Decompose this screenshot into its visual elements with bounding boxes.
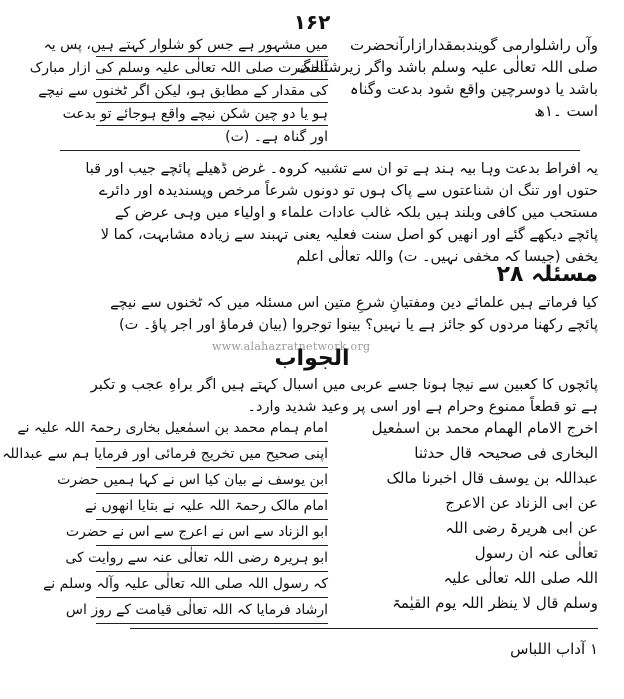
question-paragraph: کیا فرماتے ہیں علمائے دین ومفتیانِ شرعِ متین اس مسئلہ میں کہ ٹخنوں سے نیچے پائچے رکھنا مردوں کو جائز ہے یا نہیں؟ بینوا توجروا (بیان فرماؤ اور اجر پاؤ۔ ت) xyxy=(110,295,598,333)
masala-heading: مسئلہ ۲۸ xyxy=(496,262,598,287)
footnote: ۱ آداب اللباس xyxy=(510,640,598,658)
paragraph-main: یہ افراط بدعت وہا بیہ ہند ہے تو ان سے تشبیہ کروہ۔ غرض ڈھیلے پائچے جیب اور قبا حتوں اور تنگ ان شناعتوں سے پاک ہوں تو دونوں شرعاً مرخص وپسندیدہ اور دائرے مستحب میں کافی وبلند ہیں بلکہ غالب عادات علماء و اولیاء میں وہی عرض کے پائچے دیکھے گئے اور انھیں کو اصل سنت فعلیہ یعنی تہبند سے زیادہ مشابہت، کما لا یخفی (جیسا کہ مخفی نہیں۔ ت) واللہ تعالٰی اعلم xyxy=(85,161,598,265)
top-urdu-translation xyxy=(29,34,328,148)
section-divider xyxy=(60,150,580,151)
answer-paragraph: پائچوں کا کعبین سے نیچا ہونا جسے عربی میں اسبال کہتے ہیں اگر براہِ عجب و تکبر ہے تو قطعاً ممنوع وحرام ہے اور اسی پر وعید شدید وارد۔ xyxy=(90,377,598,415)
translation-line: اور گناہ ہے۔ (ت) xyxy=(225,129,328,145)
arabic-line: وسلم قال لا ینظر اللہ یوم القیٰمۃ xyxy=(392,594,598,612)
hadith-arabic-text xyxy=(334,416,598,616)
page-number: ۱۶۲ xyxy=(293,10,331,34)
arabic-line: عن ابی الزناد عن الاعرج xyxy=(445,494,598,512)
translation-line: میں مشہور ہے جس کو شلوار کہتے ہیں، پس یہ xyxy=(96,34,328,57)
arabic-line: اخرج الامام الھمام محمد بن اسمٰعیل xyxy=(371,419,598,437)
arabic-line: اللہ صلی اللہ تعالٰی علیہ xyxy=(443,569,598,587)
translation-line: اپنی صحیح میں تخریج فرمائی اور فرمایا ہم سے عبداللہ xyxy=(96,442,328,468)
translation-line: ابو الزناد سے اس نے اعرج سے اس نے حضرت xyxy=(96,520,328,546)
arabic-line: وآں راشلوارمی گویندبمقدارازارآنحضرت xyxy=(349,36,598,54)
arabic-line: البخاری فی صحیحہ قال حدثنا xyxy=(414,444,598,462)
footnote-divider xyxy=(130,628,598,629)
answer-heading: الجواب xyxy=(274,346,350,371)
translation-line: کی مقدار کے مطابق ہو، لیکن اگر ٹخنوں سے نیچے xyxy=(96,80,328,103)
arabic-line: عن ابی ھریرۃ رضی اللہ xyxy=(445,519,598,537)
translation-line: ابن یوسف نے بیان کیا اس نے کہا ہمیں حضرت xyxy=(96,468,328,494)
arabic-line: تعالٰی عنہ ان رسول xyxy=(474,544,598,562)
translation-line: امام مالک رحمۃ اللہ علیہ نے بتایا انھوں نے xyxy=(96,494,328,520)
translation-line: آنحضرت صلی اللہ تعالٰی علیہ وسلم کی ازار مبارک xyxy=(96,57,328,80)
translation-line: ارشاد فرمایا کہ اللہ تعالٰی قیامت کے روز اس xyxy=(96,598,328,624)
watermark: www.alahazratnetwork.org xyxy=(212,340,371,353)
hadith-urdu-translation xyxy=(2,416,328,624)
arabic-line: است ۔۱ھ xyxy=(534,102,598,120)
translation-line: امام ہمام محمد بن اسمٰعیل بخاری رحمۃ اللہ علیہ نے xyxy=(96,416,328,442)
translation-line: ہو یا دو چین شکن نیچے واقع ہوجائے تو بدعت xyxy=(96,103,328,126)
arabic-line: باشد یا دوسرچین واقع شود بدعت وگناہ xyxy=(349,80,598,98)
translation-line: کہ رسول اللہ صلی اللہ تعالٰی علیہ وآلہ وسلم نے xyxy=(96,572,328,598)
top-arabic-text xyxy=(296,34,598,122)
arabic-line: عبداللہ بن یوسف قال اخبرنا مالک xyxy=(386,469,598,487)
arabic-line: صلی اللہ تعالٰی علیہ وسلم باشد واگر زیرشتالنگ xyxy=(296,58,598,76)
translation-line: ابو ہریرہ رضی اللہ تعالٰی عنہ سے روایت کی xyxy=(96,546,328,572)
